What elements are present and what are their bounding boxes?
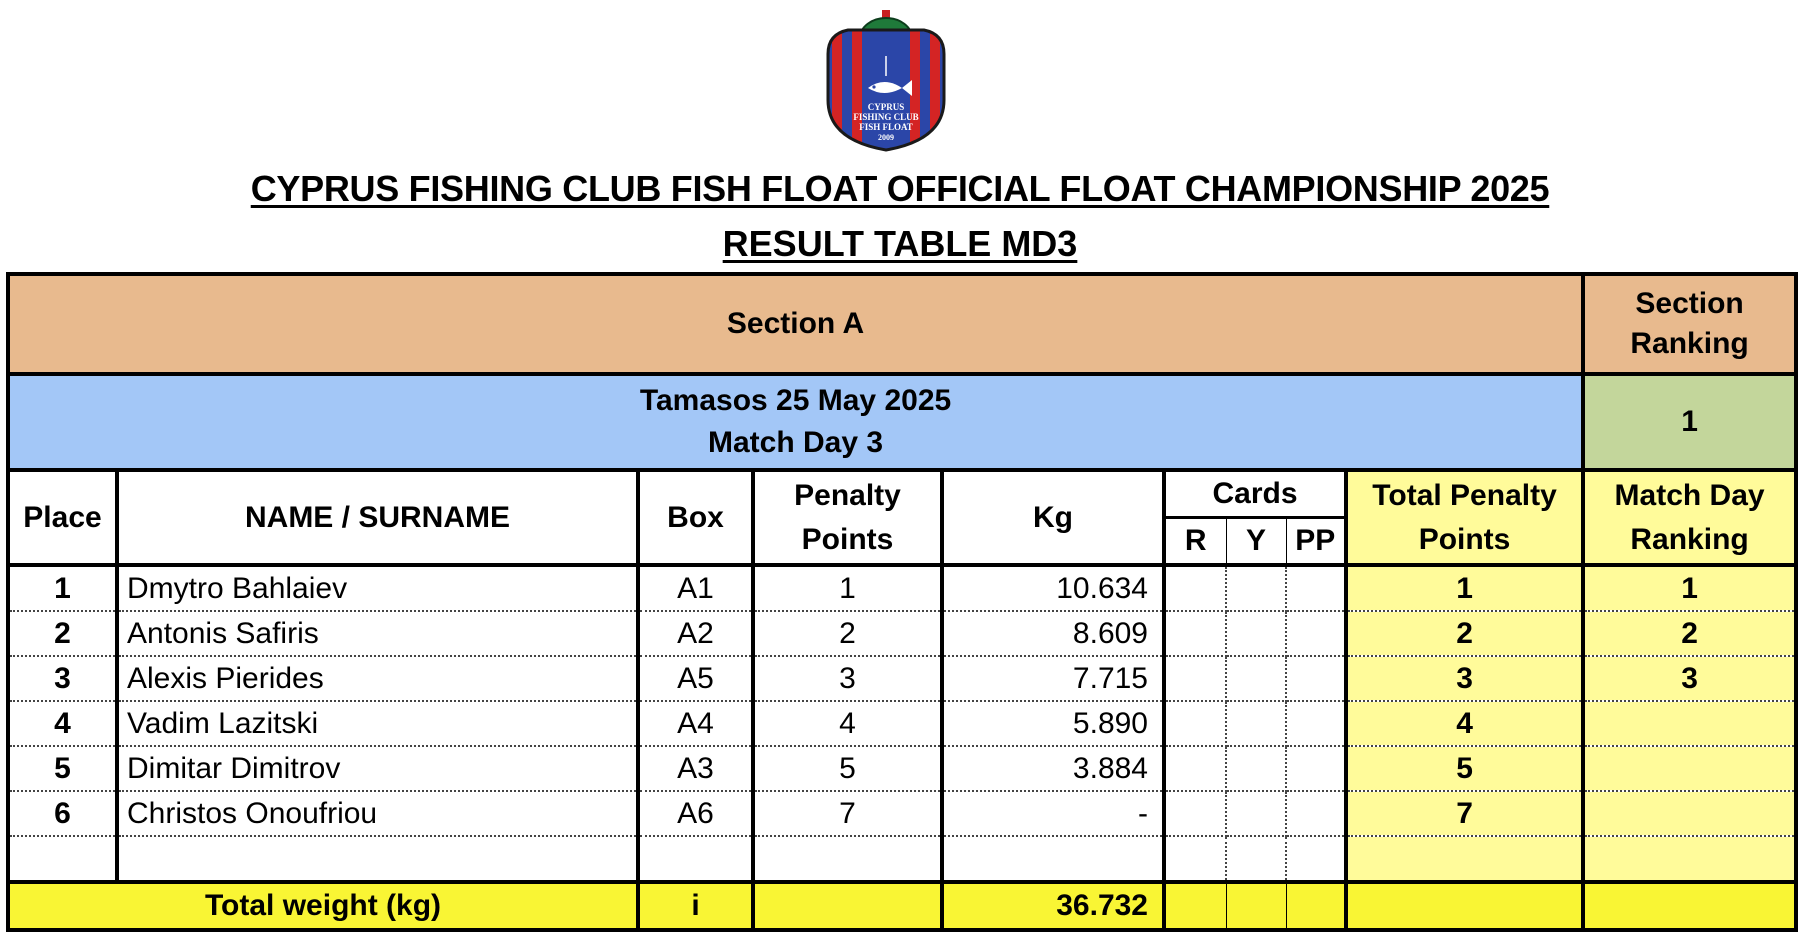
cell-card-y: [1226, 746, 1286, 791]
venue-cell: [8, 374, 1583, 470]
cell-card-pp: [1286, 836, 1346, 882]
cell-penalty: 5: [753, 746, 942, 791]
cell-card-pp: [1286, 611, 1346, 656]
cell-card-r: [1164, 656, 1226, 701]
cell-card-y: [1226, 791, 1286, 836]
logo-text-line-2: FISHING CLUB: [853, 112, 919, 122]
cell-penalty: 3: [753, 656, 942, 701]
venue-line-1: Tamasos 25 May 2025: [639, 384, 952, 417]
cell-name: Dmytro Bahlaiev: [117, 565, 638, 611]
cell-total-penalty: 7: [1346, 791, 1583, 836]
header-card-pp: PP: [1286, 518, 1346, 566]
cell-name: [117, 836, 638, 882]
results-table: [6, 272, 1798, 932]
logo-text-line-1: CYPRUS: [867, 102, 905, 112]
cell-box: A1: [638, 565, 753, 611]
table-row: [8, 746, 1796, 791]
cell-total-penalty: 5: [1346, 746, 1583, 791]
cell-name: Alexis Pierides: [117, 656, 638, 701]
cell-card-y: [1226, 565, 1286, 611]
cell-kg: 8.609: [942, 611, 1164, 656]
cell-box: A3: [638, 746, 753, 791]
cell-name: Dimitar Dimitrov: [117, 746, 638, 791]
cell-md-ranking: [1583, 701, 1796, 746]
table-row: [8, 791, 1796, 836]
cell-total-penalty: 1: [1346, 565, 1583, 611]
header-place: Place: [8, 470, 117, 565]
table-row: [8, 701, 1796, 746]
cell-card-r: [1164, 565, 1226, 611]
cell-card-y: [1226, 611, 1286, 656]
section-ranking-value: 1: [1583, 374, 1796, 470]
cell-place: 5: [8, 746, 117, 791]
header-total-penalty-points: Total Penalty Points: [1346, 470, 1583, 565]
cell-penalty: [753, 836, 942, 882]
cell-name: Antonis Safiris: [117, 611, 638, 656]
cell-card-y: [1226, 656, 1286, 701]
table-row: [8, 565, 1796, 611]
cell-box: A4: [638, 701, 753, 746]
cell-box: A5: [638, 656, 753, 701]
cell-penalty: 2: [753, 611, 942, 656]
venue-header-row: [8, 374, 1796, 470]
header-match-day-ranking: Match Day Ranking: [1583, 470, 1796, 565]
cell-kg: 7.715: [942, 656, 1164, 701]
cell-md-ranking: 1: [1583, 565, 1796, 611]
cell-card-r: [1164, 791, 1226, 836]
cell-place: 3: [8, 656, 117, 701]
cell-name: Vadim Lazitski: [117, 701, 638, 746]
table-row: [8, 656, 1796, 701]
cell-card-pp: [1286, 701, 1346, 746]
total-md-ranking: [1583, 882, 1796, 930]
total-label: Total weight (kg): [8, 882, 638, 930]
cell-card-r: [1164, 836, 1226, 882]
cell-box: A2: [638, 611, 753, 656]
cell-card-pp: [1286, 656, 1346, 701]
venue-line-2: Match Day 3: [707, 426, 884, 459]
cell-kg: [942, 836, 1164, 882]
cell-box: A6: [638, 791, 753, 836]
total-total-penalty: [1346, 882, 1583, 930]
cell-box: [638, 836, 753, 882]
cell-card-pp: [1286, 565, 1346, 611]
header-penalty-points: Penalty Points: [753, 470, 942, 565]
cell-card-r: [1164, 746, 1226, 791]
cell-total-penalty: 2: [1346, 611, 1583, 656]
cell-total-penalty: [1346, 836, 1583, 882]
section-header-row: [8, 274, 1796, 374]
cell-place: 1: [8, 565, 117, 611]
header-kg: Kg: [942, 470, 1164, 565]
cell-total-penalty: 4: [1346, 701, 1583, 746]
cell-kg: 5.890: [942, 701, 1164, 746]
cell-kg: -: [942, 791, 1164, 836]
header-card-r: R: [1164, 518, 1226, 566]
cell-total-penalty: 3: [1346, 656, 1583, 701]
section-name: Section A: [8, 274, 1583, 374]
header-cards: Cards: [1164, 470, 1346, 518]
cell-name: Christos Onoufriou: [117, 791, 638, 836]
cell-kg: 10.634: [942, 565, 1164, 611]
table-row: [8, 611, 1796, 656]
column-header-row: [8, 470, 1796, 518]
total-card-y: [1226, 882, 1286, 930]
cell-place: 4: [8, 701, 117, 746]
cell-place: 6: [8, 791, 117, 836]
header-box: Box: [638, 470, 753, 565]
cell-card-pp: [1286, 791, 1346, 836]
total-card-pp: [1286, 882, 1346, 930]
cell-card-y: [1226, 701, 1286, 746]
logo-text-line-3: FISH FLOAT: [859, 122, 913, 132]
cell-md-ranking: [1583, 746, 1796, 791]
total-kg: 36.732: [942, 882, 1164, 930]
cell-md-ranking: [1583, 836, 1796, 882]
cell-kg: 3.884: [942, 746, 1164, 791]
cell-card-r: [1164, 701, 1226, 746]
section-ranking-label: Section Ranking: [1583, 274, 1796, 374]
cell-penalty: 1: [753, 565, 942, 611]
cell-md-ranking: 2: [1583, 611, 1796, 656]
cell-card-pp: [1286, 746, 1346, 791]
total-box-mark: i: [638, 882, 753, 930]
cell-place: 2: [8, 611, 117, 656]
club-logo-emblem: [818, 10, 954, 152]
club-logo: [818, 10, 954, 152]
cell-place: [8, 836, 117, 882]
cell-card-y: [1226, 836, 1286, 882]
total-penalty-empty: [753, 882, 942, 930]
cell-md-ranking: [1583, 791, 1796, 836]
cell-card-r: [1164, 611, 1226, 656]
cell-md-ranking: 3: [1583, 656, 1796, 701]
total-card-r: [1164, 882, 1226, 930]
page-subtitle: RESULT TABLE MD3: [722, 223, 1078, 264]
header-card-y: Y: [1226, 518, 1286, 566]
table-row-empty: [8, 836, 1796, 882]
cell-penalty: 7: [753, 791, 942, 836]
header-name: NAME / SURNAME: [117, 470, 638, 565]
page-title: CYPRUS FISHING CLUB FISH FLOAT OFFICIAL FLOAT CHAMPIONSHIP 2025: [250, 168, 1550, 209]
cell-penalty: 4: [753, 701, 942, 746]
total-row: [8, 882, 1796, 930]
logo-text-line-4: 2009: [878, 133, 894, 142]
